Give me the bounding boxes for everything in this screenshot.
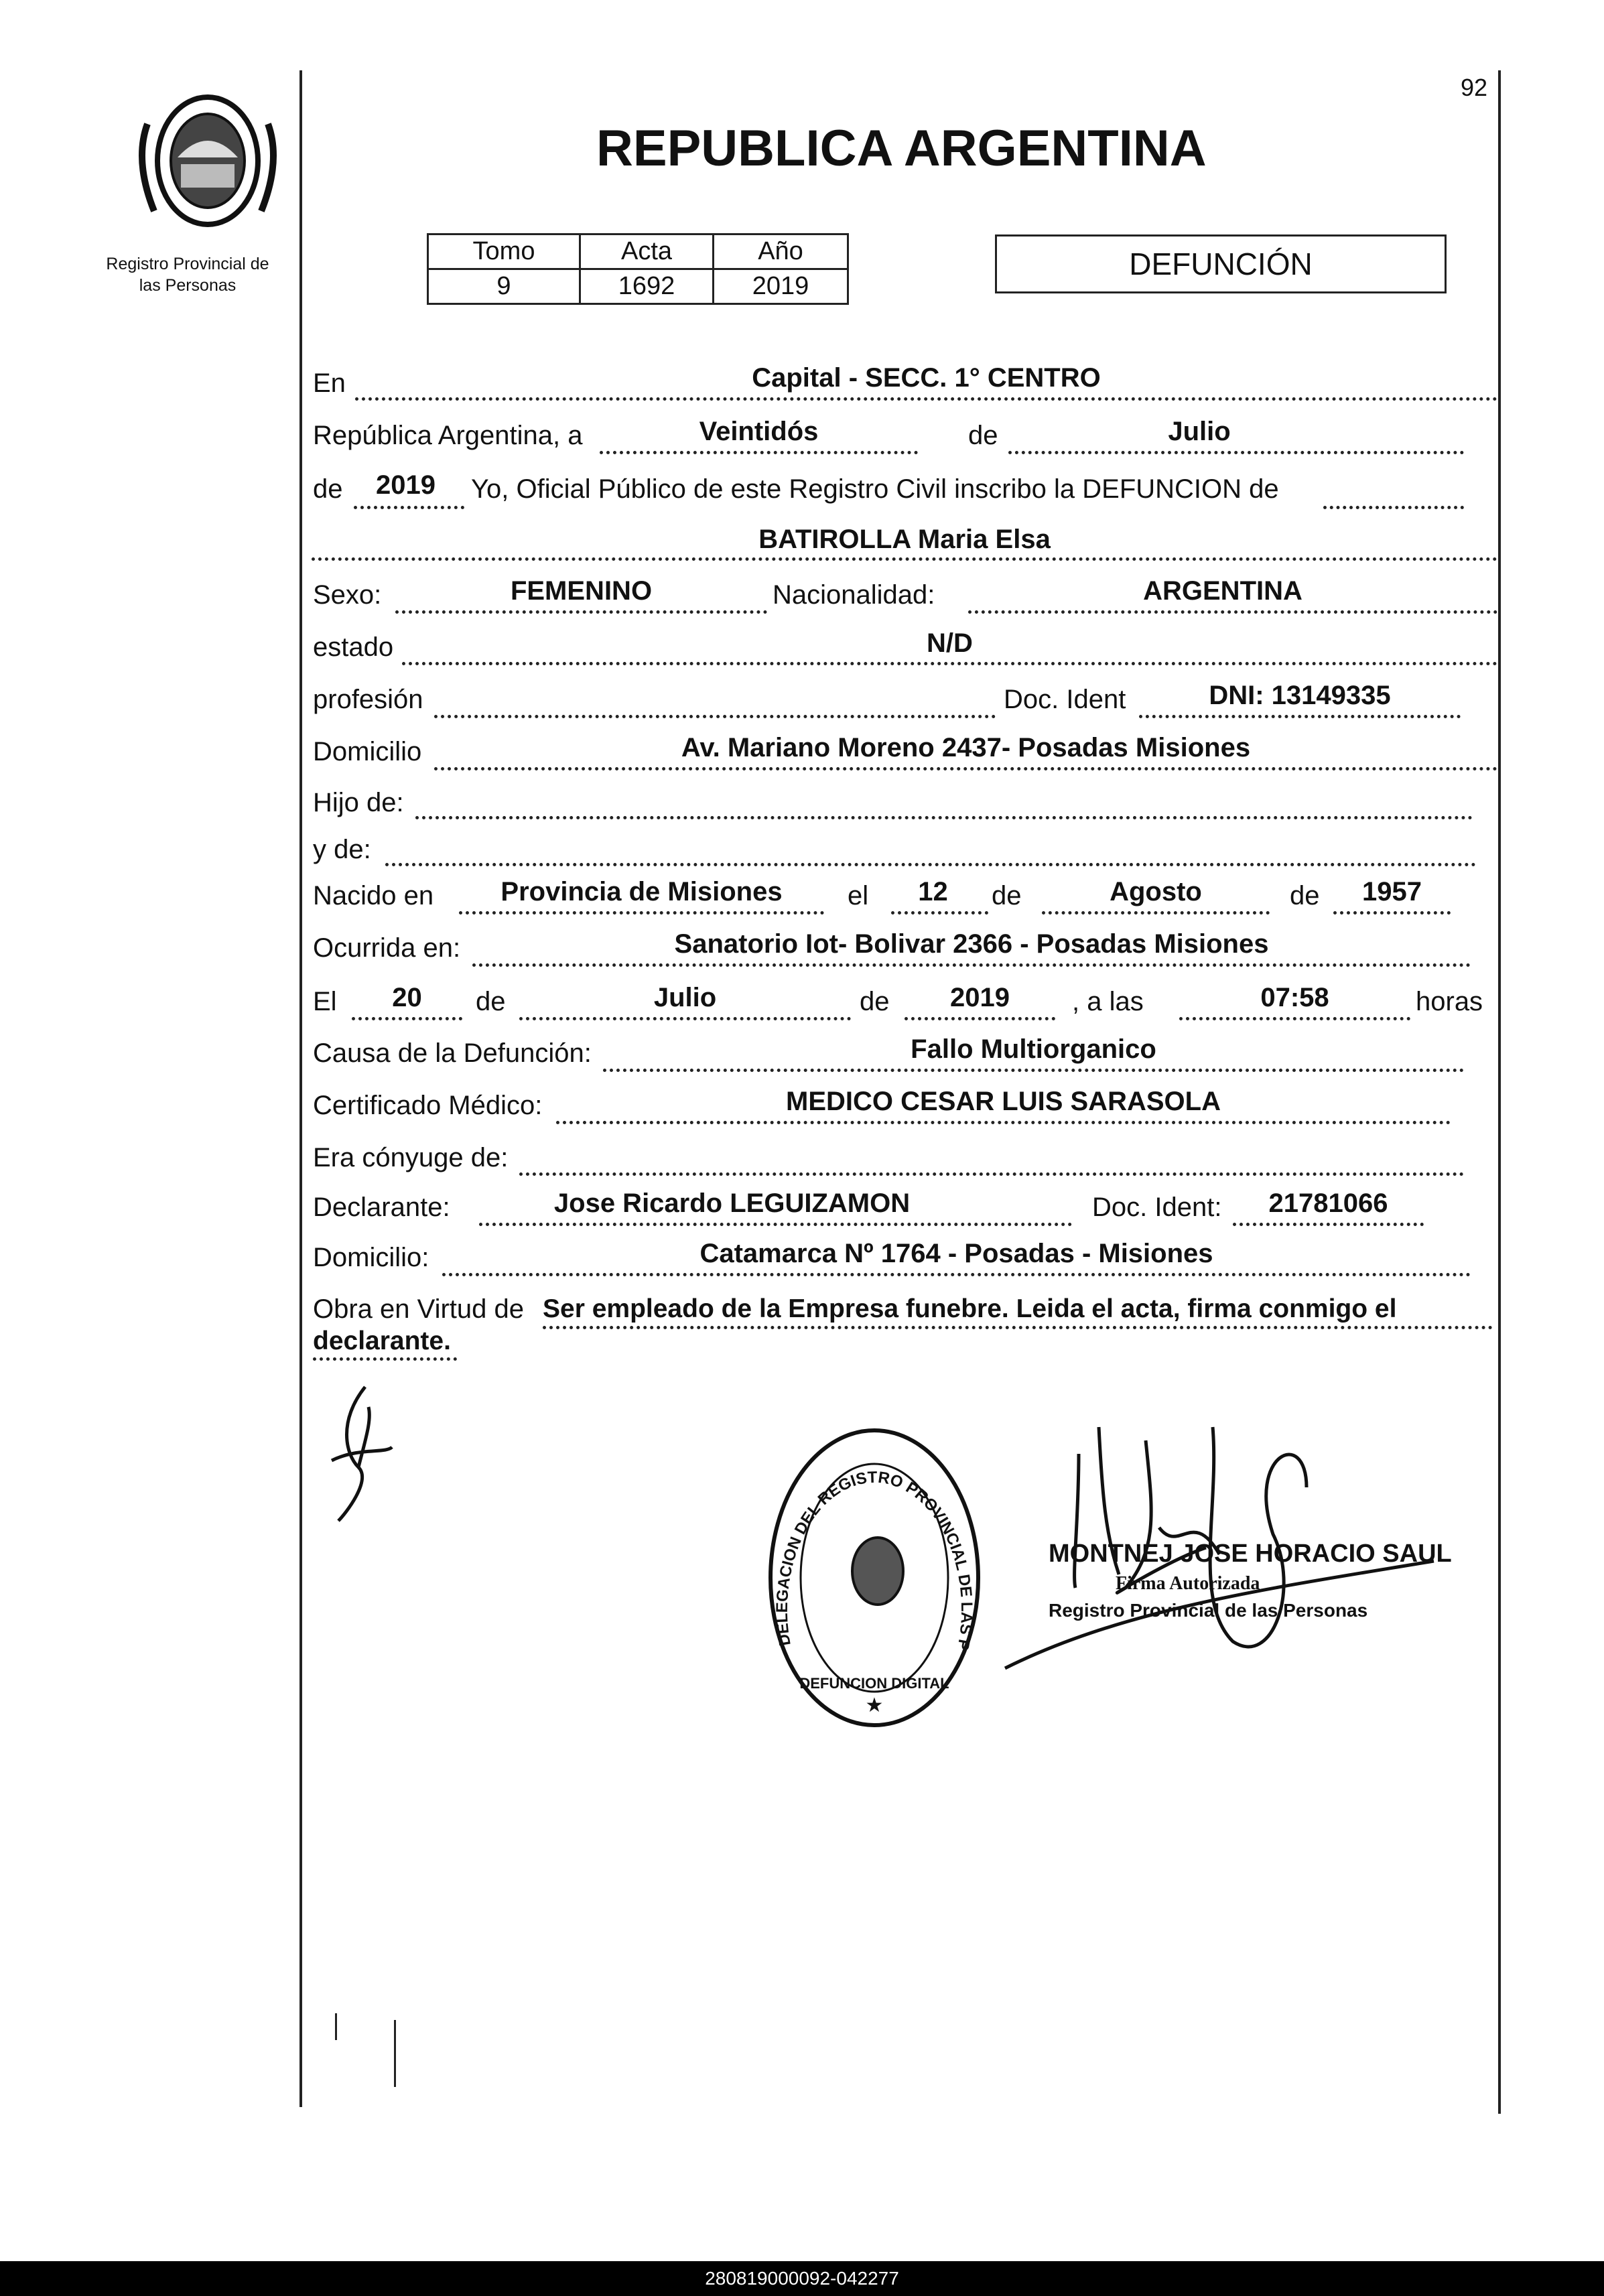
yde-line: [385, 863, 1476, 866]
right-margin-line: [1498, 70, 1501, 2114]
ocurrida: Sanatorio Iot- Bolivar 2366 - Posadas Misiones: [674, 929, 1269, 959]
document-type-box: DEFUNCIÓN: [995, 234, 1447, 293]
stamp-outer-text: DELEGACION DEL REGISTRO PROVINCIAL DE LAS P: [773, 1468, 976, 1652]
birth-month: Agosto: [1110, 877, 1202, 906]
domicilio: Av. Mariano Moreno 2437- Posadas Misiones: [681, 733, 1251, 762]
obra-line1: [543, 1326, 1493, 1329]
nacido-line: [459, 911, 824, 915]
registry-caption: [84, 253, 291, 296]
obra-text-line2: declarante.: [313, 1327, 451, 1355]
year: 2019: [376, 470, 436, 500]
margin-mark: [394, 2020, 396, 2087]
page-number: 92: [1461, 74, 1488, 101]
sexo-label: Sexo:: [313, 580, 382, 610]
de3-label: de: [992, 881, 1022, 910]
death-month: Julio: [653, 983, 717, 1012]
sexo: FEMENINO: [510, 576, 653, 606]
footer-barcode-text: 280819000092-042277: [0, 2261, 1604, 2296]
obra-label: Obra en Virtud de: [313, 1294, 525, 1324]
death-time: 07:58: [1260, 983, 1329, 1012]
name-line: [312, 557, 1497, 561]
hijo-label: Hijo de:: [313, 788, 404, 817]
birth-month-line: [1042, 911, 1270, 915]
domicilio2-label: Domicilio:: [313, 1243, 429, 1272]
death-time-line: [1179, 1017, 1410, 1020]
signatory-role: Firma Autorizada: [1116, 1573, 1260, 1594]
death-year: 2019: [950, 983, 1010, 1012]
death-year-line: [905, 1017, 1055, 1020]
year-line: [354, 506, 464, 509]
certificado-line: [556, 1121, 1451, 1124]
estado: N/D: [927, 628, 973, 658]
sexo-line: [395, 610, 767, 614]
de5-label: de: [476, 987, 506, 1016]
en-label: En: [313, 368, 346, 398]
header-tomo: Tomo: [428, 234, 580, 269]
svg-text:★: ★: [865, 1694, 884, 1716]
header-ano: Año: [714, 234, 848, 269]
de6-label: de: [860, 987, 890, 1016]
page-title: REPUBLICA ARGENTINA: [596, 120, 1207, 177]
doc-ident2-line: [1233, 1223, 1424, 1226]
conyuge-line: [519, 1172, 1464, 1176]
republica-label: República Argentina, a: [313, 421, 583, 450]
month-line: [1008, 451, 1464, 454]
death-month-line: [519, 1017, 851, 1020]
certificado-label: Certificado Médico:: [313, 1091, 543, 1120]
alas-label: , a las: [1072, 987, 1144, 1016]
doc-ident2: 21781066: [1268, 1189, 1388, 1218]
margin-mark: [335, 2013, 337, 2040]
nacionalidad-label: Nacionalidad:: [773, 580, 935, 610]
ocurrida-line: [472, 963, 1471, 967]
certificado: MEDICO CESAR LUIS SARASOLA: [786, 1087, 1221, 1116]
estado-label: estado: [313, 632, 394, 662]
de2-label: de: [313, 474, 343, 504]
day-words: Veintidós: [699, 417, 819, 446]
declarant-signature: [318, 1380, 405, 1528]
birth-year-line: [1333, 911, 1451, 915]
declarante-line: [479, 1223, 1072, 1226]
death-day-line: [352, 1017, 462, 1020]
value-ano: 2019: [714, 269, 848, 304]
province-seal-logo: [127, 84, 288, 238]
value-acta: 1692: [580, 269, 714, 304]
birth-year: 1957: [1362, 877, 1422, 906]
official-stamp: [764, 1424, 985, 1732]
declarante-label: Declarante:: [313, 1193, 450, 1222]
registry-caption-line1: Registro Provincial de: [106, 255, 269, 273]
deceased-name: BATIROLLA Maria Elsa: [758, 525, 1051, 554]
nacionalidad: ARGENTINA: [1143, 576, 1302, 606]
profesion-line: [434, 715, 996, 718]
birth-day-line: [891, 911, 988, 915]
yde-label: y de:: [313, 835, 371, 864]
doc-ident-line: [1139, 715, 1461, 718]
en-value: Capital - SECC. 1° CENTRO: [752, 363, 1101, 393]
conyuge-label: Era cónyuge de:: [313, 1143, 509, 1172]
obra-text-line1: Ser empleado de la Empresa funebre. Leida el acta, firma conmigo el: [543, 1294, 1397, 1323]
domicilio2-line: [442, 1273, 1471, 1276]
registry-caption-line2: las Personas: [139, 276, 237, 295]
stamp-inner-text: DEFUNCION DIGITAL: [799, 1675, 949, 1692]
domicilio-line: [434, 767, 1497, 770]
el-label: el: [848, 881, 869, 910]
doc-ident2-label: Doc. Ident:: [1092, 1193, 1222, 1222]
left-margin-line: [299, 70, 302, 2107]
causa-line: [603, 1069, 1464, 1072]
horas-label: horas: [1416, 987, 1483, 1016]
estado-line: [402, 662, 1497, 665]
signatory-name: MONTNEJ JOSE HORACIO SAUL: [1049, 1540, 1452, 1568]
death-day: 20: [392, 983, 422, 1012]
doc-ident: DNI: 13149335: [1209, 681, 1391, 710]
domicilio2: Catamarca Nº 1764 - Posadas - Misiones: [699, 1239, 1213, 1268]
month: Julio: [1168, 417, 1231, 446]
signatory-org: Registro Provincial de las Personas: [1049, 1600, 1368, 1621]
en-line: [355, 397, 1497, 401]
day-line: [600, 451, 918, 454]
ocurrida-label: Ocurrida en:: [313, 933, 461, 963]
declarante: Jose Ricardo LEGUIZAMON: [553, 1189, 911, 1218]
profesion-label: profesión: [313, 685, 423, 714]
inscribo-text: Yo, Oficial Público de este Registro Civil inscribo la DEFUNCION de: [471, 474, 1279, 504]
de4-label: de: [1290, 881, 1320, 910]
nacionalidad-line: [968, 610, 1497, 614]
domicilio-label: Domicilio: [313, 737, 422, 766]
record-table: [427, 233, 849, 305]
doc-ident-label: Doc. Ident: [1004, 685, 1126, 714]
causa-label: Causa de la Defunción:: [313, 1038, 592, 1068]
causa: Fallo Multiorganico: [911, 1034, 1156, 1064]
header-acta: Acta: [580, 234, 714, 269]
de-label: de: [968, 421, 998, 450]
birth-day: 12: [918, 877, 948, 906]
value-tomo: 9: [428, 269, 580, 304]
el2-label: El: [313, 987, 337, 1016]
nacido-en: Provincia de Misiones: [500, 877, 783, 906]
obra-line2: [313, 1357, 457, 1361]
nacido-label: Nacido en: [313, 881, 434, 910]
hijo-line: [415, 816, 1473, 819]
inscribo-line: [1323, 506, 1464, 509]
